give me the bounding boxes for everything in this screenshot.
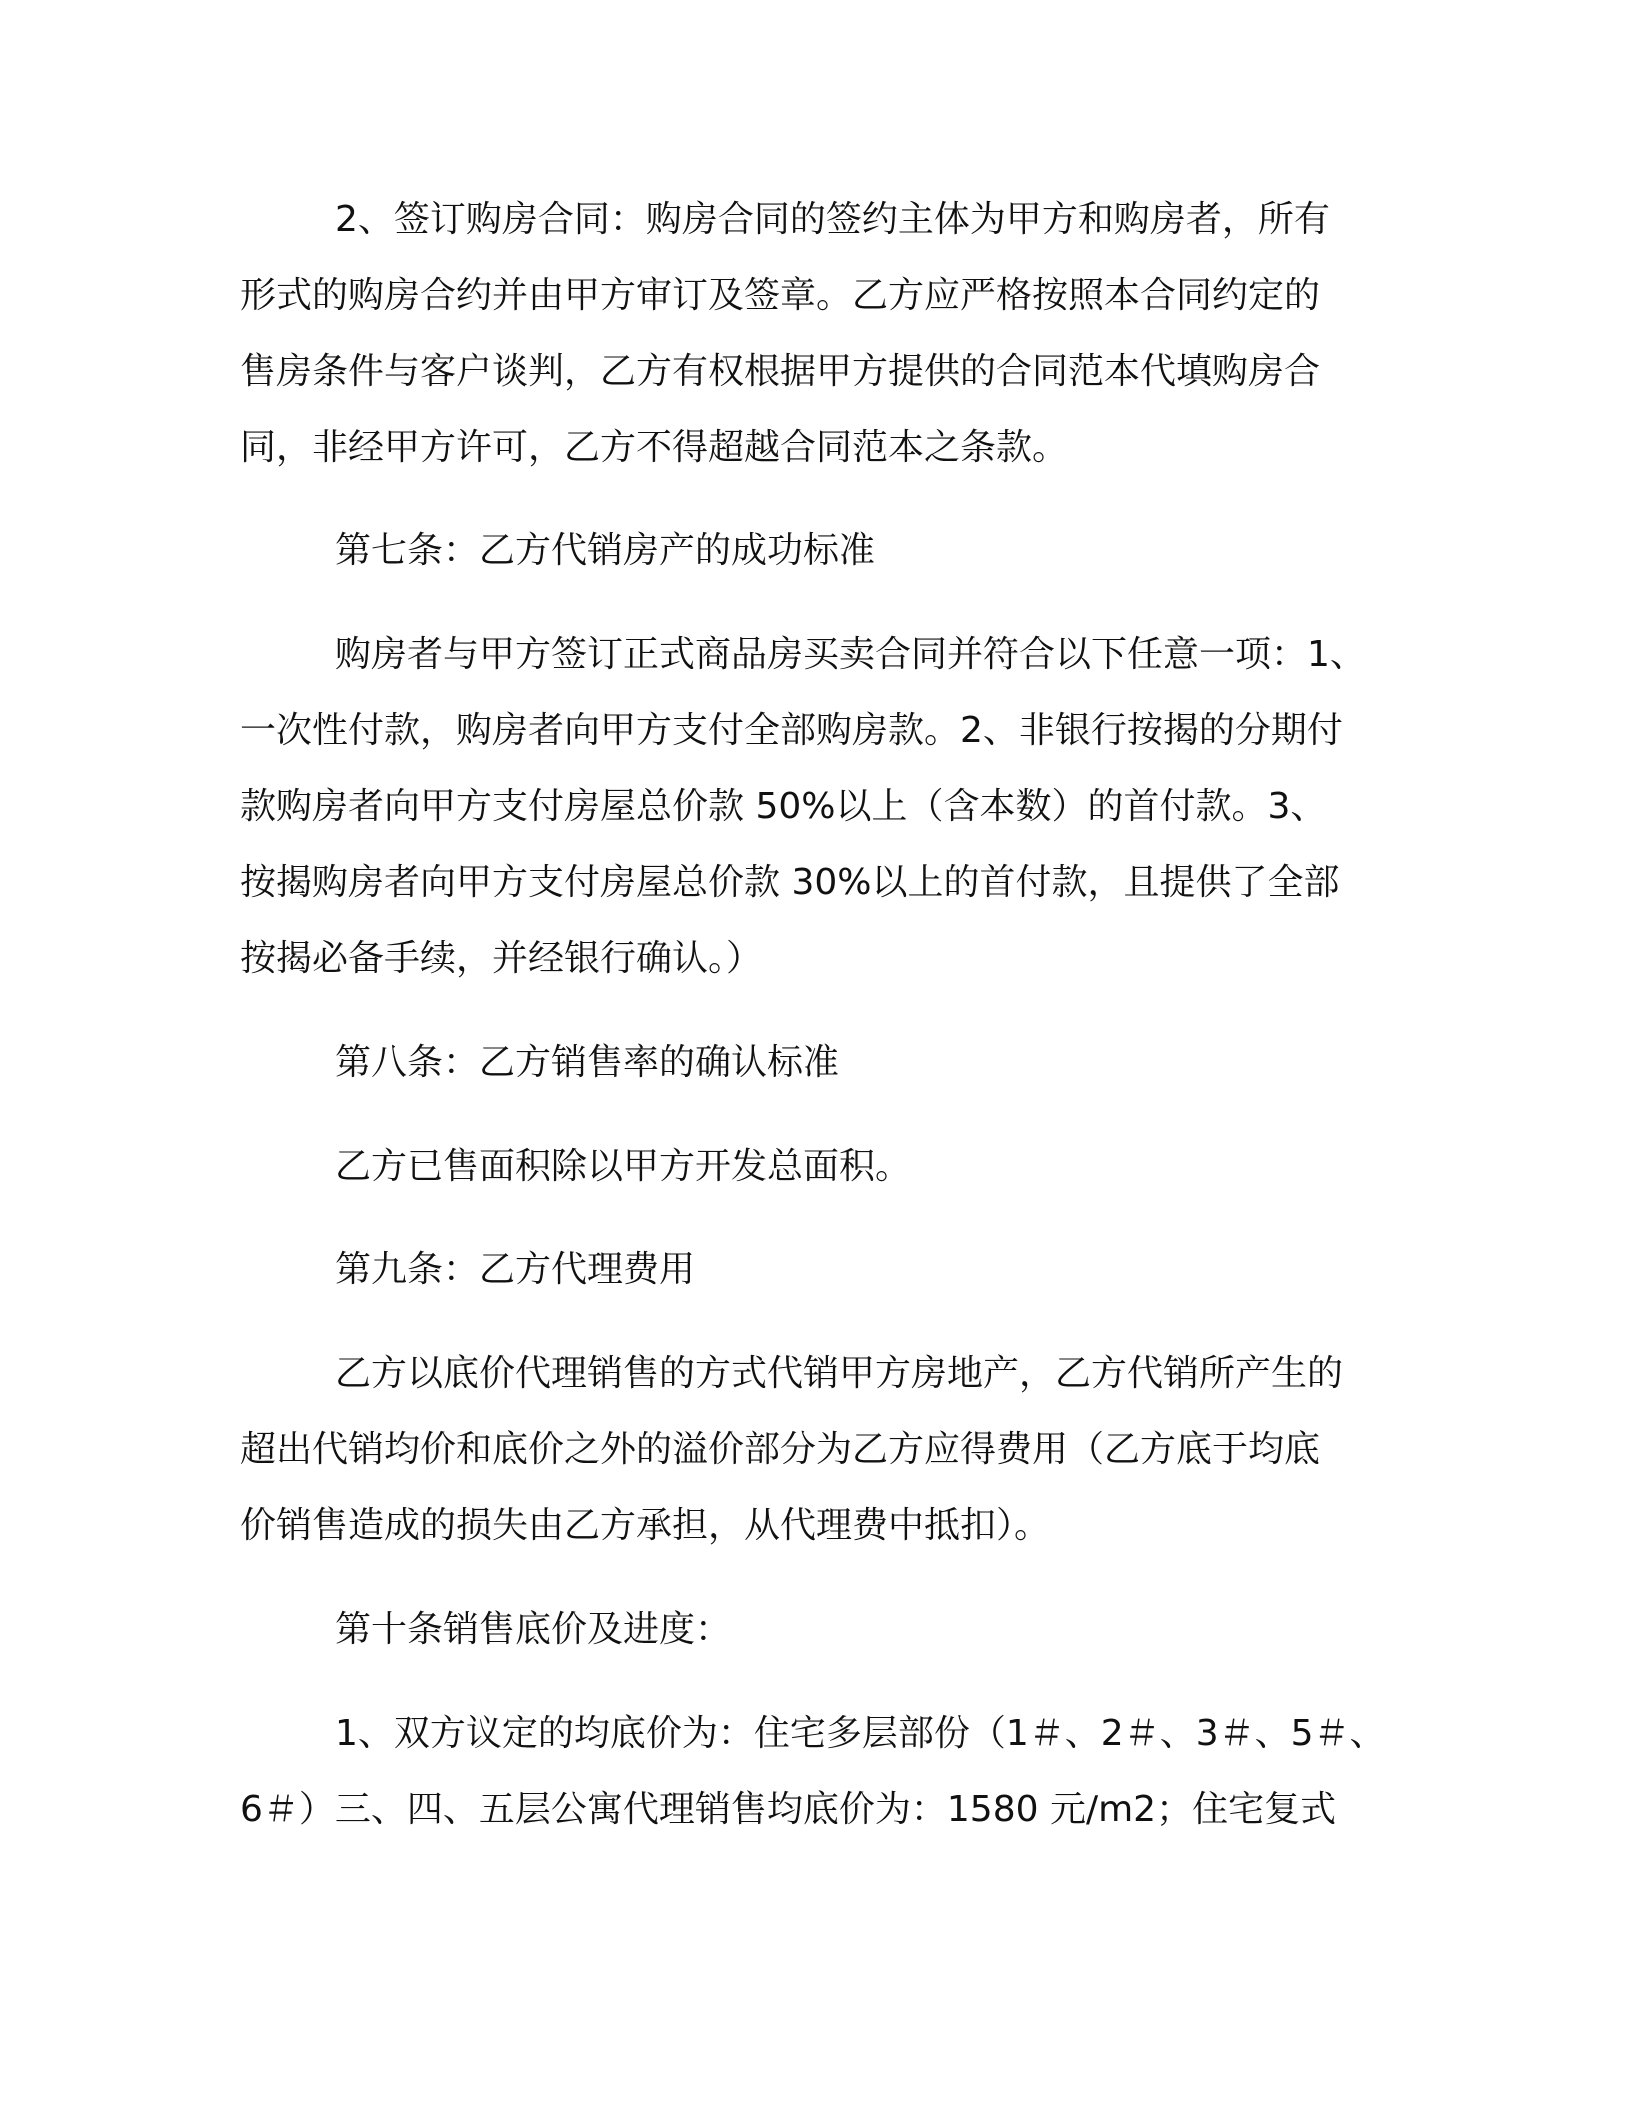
text-line: 6＃）三、四、五层公寓代理销售均底价为：1580 元/m2；住宅复式 <box>240 1789 1337 1830</box>
text-line: 按揭购房者向甲方支付房屋总价款 30%以上的首付款，且提供了全部 <box>240 862 1340 903</box>
text-line: 一次性付款，购房者向甲方支付全部购房款。2、非银行按揭的分期付 <box>240 710 1343 751</box>
text-line: 按揭必备手续，并经银行确认。） <box>240 938 763 979</box>
text-line: 形式的购房合约并由甲方审订及签章。乙方应严格按照本合同约定的 <box>240 275 1321 316</box>
section-heading: 第八条：乙方销售率的确认标准 <box>335 1042 840 1083</box>
text-line: 乙方已售面积除以甲方开发总面积。 <box>335 1146 912 1187</box>
text-line: 超出代销均价和底价之外的溢价部分为乙方应得费用（乙方底于均底 <box>240 1429 1321 1470</box>
text-line: 2、签订购房合同：购房合同的签约主体为甲方和购房者，所有 <box>335 199 1330 240</box>
text-line: 款购房者向甲方支付房屋总价款 50%以上（含本数）的首付款。3、 <box>240 786 1327 827</box>
text-line: 购房者与甲方签订正式商品房买卖合同并符合以下任意一项：1、 <box>335 634 1366 675</box>
text-line: 售房条件与客户谈判，乙方有权根据甲方提供的合同范本代填购房合 <box>240 351 1321 392</box>
text-line: 同，非经甲方许可，乙方不得超越合同范本之条款。 <box>240 427 1069 468</box>
section-heading: 第十条销售底价及进度： <box>335 1609 732 1650</box>
text-line: 乙方以底价代理销售的方式代销甲方房地产，乙方代销所产生的 <box>335 1353 1344 1394</box>
text-line: 1、双方议定的均底价为：住宅多层部份（1＃、2＃、3＃、5＃、 <box>335 1713 1386 1754</box>
text-line: 价销售造成的损失由乙方承担，从代理费中抵扣）。 <box>240 1505 1051 1546</box>
section-heading: 第九条：乙方代理费用 <box>335 1249 696 1290</box>
section-heading: 第七条：乙方代销房产的成功标准 <box>335 530 876 571</box>
